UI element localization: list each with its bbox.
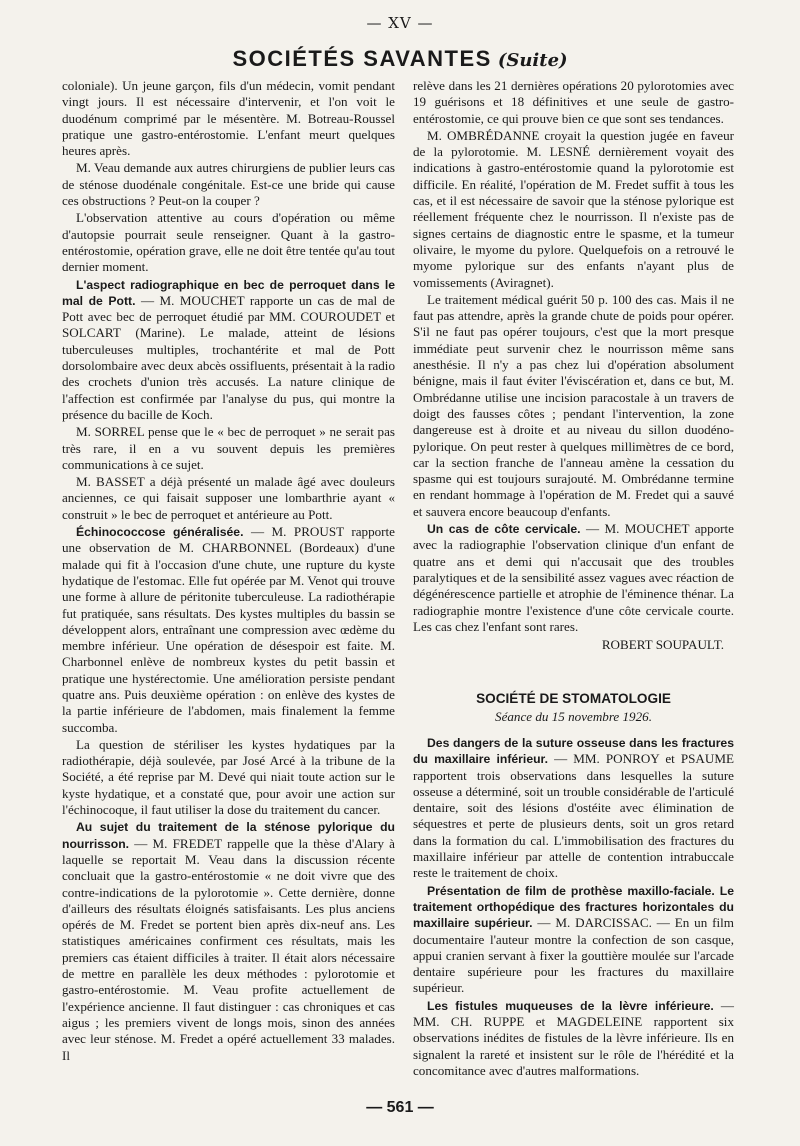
author-signature: ROBERT SOUPAULT.	[601, 637, 724, 653]
article-heading: L'aspect radiographique en bec de perroquet dans le mal de Pott.	[62, 277, 395, 308]
section-header	[0, 46, 800, 72]
paragraph	[413, 883, 734, 997]
paragraph: M. Veau demande aux autres chirurgiens de publier leurs cas de sténose duodénale congénitale. Est-ce une bride qui cause ces obstructions ? Peut-on la couper ?	[62, 160, 395, 209]
paragraph: M. BASSET a déjà présenté un malade âgé avec douleurs anciennes, ce qui faisait supposer une lombarthrie ayant « construit » le bec de perroquet et antérieure au Pott.	[62, 474, 395, 522]
society-title: SOCIÉTÉ DE STOMATOLOGIE	[476, 691, 671, 707]
article-heading: Échinococcose généralisée.	[76, 525, 244, 540]
paragraph	[413, 998, 734, 1079]
article-text: — MM. CH. RUPPE et MAGDELEINE rapportent six observations inédites de fistules de la lèvre inférieure. Ils en signalent la rareté et insistent sur le rôle de l'hérédité et la concomitance avec d'autres malformations.	[413, 997, 734, 1078]
left-column	[62, 78, 395, 1065]
article-heading: Les fistules muqueuses de la lèvre inférieure.	[427, 998, 714, 1013]
paragraph	[62, 819, 395, 1063]
paragraph: L'observation attentive au cours d'opération ou même d'autopsie pourrait seule renseigner. Quant à la gastro-entérostomie, opération grave, elle ne doit être tentée qu'au tout dernier moment.	[62, 210, 395, 275]
paragraph	[413, 735, 734, 882]
article-text: — MM. PONROY et PSAUME rapportent trois observations dans lesquelles la suture osseuse a déterminé, soit un trouble considérable de l'articulé dentaire, soit des lésions d'ostéite avec élimination de séquestres et perte de plusieurs dents, soit un gros retard dans la formation du cal. L'immobilisation des fractures du maxillaire inférieur par attelle de contention intrabuccale reste le traitement de choix.	[413, 751, 734, 881]
page-number: — 561 —	[366, 1099, 434, 1116]
paragraph: Le traitement médical guérit 50 p. 100 des cas. Mais il ne faut pas attendre, après la grande chute de poids pour opérer. S'il ne faut pas opérer toujours, c'est que la mort presque immédiate peut survenir chez le nourrisson même sans anesthésie. Il n'y a pas chez lui d'opération absolument bénigne, mais il faut éviter l'éviscération et, dans ce but, M. Ombrédanne utilise une incision paracostale à un travers de doigt des fausses côtes ; pendant l'intervention, la zone dangereuse est à droite et au niveau du sillon duodéno-pylorique. On peut rester à quelques millimètres de ce bord, car la section franche de l'anneau amène la cessation du spasme qui est toujours surajouté. M. Ombrédanne termine en rendant hommage à l'opération de M. Fredet qui a sauvé et sauvera encore beaucoup d'enfants.	[413, 291, 734, 519]
section-title-suffix: (Suite)	[497, 50, 568, 71]
paragraph: M. OMBRÉDANNE croyait la question jugée en faveur de la pylorotomie. M. LESNÉ dernièrement voyait des indications à gastro-entérostomie quand la pylorotomie est difficile. En réalité, l'opération de M. Fredet suffit à tous les cas, et il est nécessaire de savoir que la sténose pylorique est réellement fréquente chez le nourrisson. Il n'existe pas de signes certains de diagnostic entre le spasme, et la tumeur olivaire, le myome du pylore. Quelquefois on a retrouvé le myome pylorique sur des enfants n'ayant plus de vomissements (Aviragnet).	[413, 127, 734, 290]
paragraph: relève dans les 21 dernières opérations 20 pylorotomies avec 19 guérisons et 18 définitives et une seule de gastro-entérostomie, ce qui prouve bien ce que sont ses tendances.	[413, 78, 734, 126]
article-text: — M. FREDET rappelle que la thèse d'Alary à laquelle se reportait M. Veau dans la discussion récente concluait que la gastro-entérostomie « ne doit vivre que des contre-indications de la pylorotomie ». Cette dernière, donne d'ailleurs des résultats éloignés satisfaisants. Les plus anciens opérés de M. Fredet se portent bien après dix-neuf ans. Les statistiques américaines confirment ces résultats, mais les premiers cas étaient difficiles à traiter. Il était alors nécessaire de mettre en parallèle les deux méthodes : pylorotomie et gastro-entérostomie. M. Veau profite actuellement de l'expérience ancienne. Il faut distinguer : cas chroniques et cas aigus ; les premiers vivent de longs mois, sinon des années avec leur sténose. M. Fredet a opéré actuellement 33 malades. Il	[62, 835, 395, 1063]
paragraph: La question de stériliser les kystes hydatiques par la radiothérapie, déjà soulevée, par José Arcé à la tribune de la Société, a été reprise par M. Devé qui niait toute action sur le kyste hydatique, et a constaté que, pour avoir une action sur l'échinocoque, il faut utiliser la dose du traitement du cancer.	[62, 736, 395, 818]
article-text: — M. DARCISSAC. — En un film documentaire l'auteur montre la confection de son casque, appui cranien servant à fixer la gouttière moulée sur l'arcade dentaire supérieure pour les fractures du maxillaire supérieur.	[413, 915, 734, 996]
article-text: — M. PROUST rapporte une observation de M. CHARBONNEL (Bordeaux) d'une malade qui fit à l'occasion d'une chute, une rupture du kyste hydatique de l'estomac. Elle fut opérée par M. Venot qui trouve une forme à allure de péritonite tuberculeuse. La radiothérapie fut pratiquée, sans résultats. Des kystes multiples du bassin se développent alors, entraînant une compression avec œdème du membre inférieur. Une opération de désespoir est faite. M. Charbonnel enlève de nombreux kystes du petit bassin et pratique une hystérectomie. Une amélioration persiste pendant quatre ans. Puis deuxième opération : on enlève des kystes de la partie inférieure de l'abdomen, mais finalement la femme succomba.	[62, 524, 395, 735]
article-heading: Présentation de film de prothèse maxillo-faciale. Le traitement orthopédique des fractures horizontales du maxillaire supérieur.	[413, 883, 734, 931]
right-column	[413, 78, 734, 1080]
paragraph: M. SORREL pense que le « bec de perroquet » ne serait pas très rare, il en a vu souvent depuis les premières communications à ce sujet.	[62, 424, 395, 472]
paragraph	[62, 524, 395, 736]
society-date: Séance du 15 novembre 1926.	[495, 708, 652, 724]
article-text: — M. MOUCHET rapporte un cas de mal de Pott avec bec de perroquet étudié par MM. COUROUDET et SOLCART (Marine). Le malade, atteint de lésions tuberculeuses multiples, trochantérite et mal de Pott dorsolombaire avec deux abcès ossifluents, présentait à la radio des crochets d'union très accusés. La nature clinique de l'affection est confirmée par l'analyse du pus, qui montre la présence du bacille de Koch.	[62, 292, 395, 422]
article-heading: Des dangers de la suture osseuse dans les fractures du maxillaire inférieur.	[413, 735, 734, 767]
paragraph: coloniale). Un jeune garçon, fils d'un médecin, vomit pendant vingt jours. Il est nécessaire d'intervenir, et l'on voit le duodénum comprimé par le mésentère. M. Botreau-Roussel pratique une gastro-entérostomie. L'enfant meurt quelques heures après.	[62, 78, 395, 159]
section-title: SOCIÉTÉS SAVANTES	[232, 46, 492, 71]
article-heading: Un cas de côte cervicale.	[427, 522, 581, 537]
paragraph	[62, 277, 395, 424]
page-top-number: — XV —	[366, 14, 434, 32]
article-text: — M. MOUCHET apporte avec la radiographie l'observation clinique d'un enfant de quatre ans et demi qui n'accusait que des troubles paralytiques et de la sensibilité assez vagues avec réaction de dégénérescence partielle et atrophie de l'éminence thénar. La radiographie montre l'existence d'une côte cervicale courte. Les cas chez l'enfant sont rares.	[413, 521, 734, 634]
paragraph	[413, 521, 734, 635]
article-heading: Au sujet du traitement de la sténose pylorique du nourrisson.	[62, 820, 395, 851]
